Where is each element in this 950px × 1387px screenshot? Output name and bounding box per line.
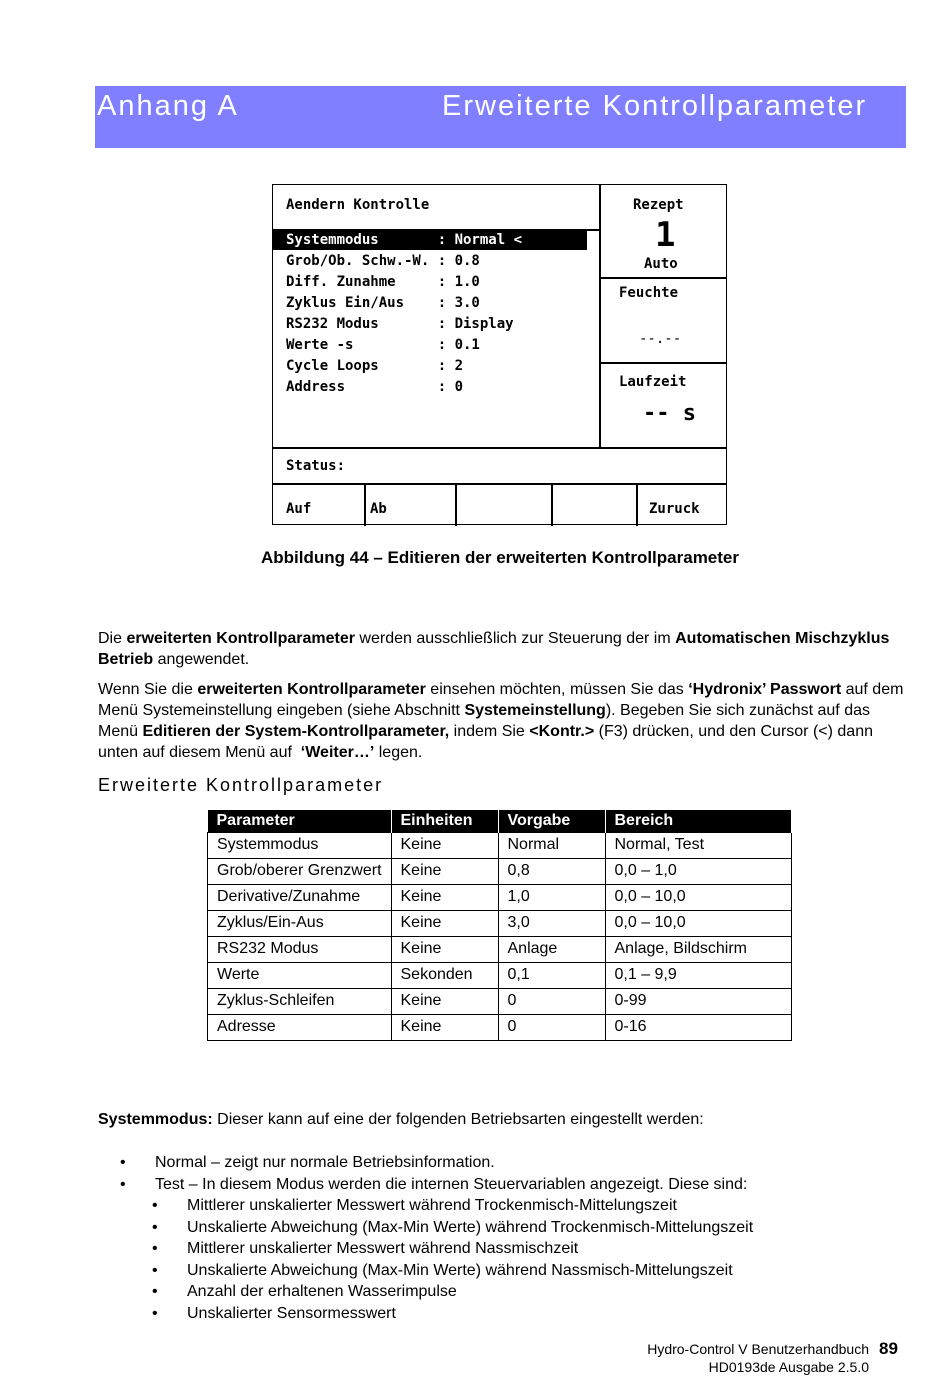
table-cell: Normal (498, 833, 605, 859)
screen-row[interactable]: Address : 0 (286, 379, 464, 395)
header-appendix-label: Anhang A (97, 90, 239, 122)
table-cell: Anlage, Bildschirm (605, 937, 792, 963)
table-row (208, 911, 792, 937)
table-row (208, 963, 792, 989)
screen-feuchte-divider (599, 362, 727, 364)
softkey-ab[interactable]: Ab (370, 501, 387, 517)
table-cell: 0 (498, 1015, 605, 1041)
table-cell: Systemmodus (208, 833, 392, 859)
list-item: • Mittlerer unskalierter Messwert während Nassmischzeit (152, 1240, 579, 1257)
table-cell: Keine (391, 911, 498, 937)
table-row (208, 859, 792, 885)
table-header: Vorgabe (498, 810, 605, 833)
table-cell: Sekonden (391, 963, 498, 989)
page-number: 89 (879, 1339, 898, 1358)
feuchte-label: Feuchte (619, 285, 679, 301)
screen-status-divider (273, 447, 727, 449)
screen-row[interactable]: Werte -s : 0.1 (286, 337, 480, 353)
screen-rezept-divider (599, 277, 727, 279)
table-cell: Adresse (208, 1015, 392, 1041)
list-item: • Unskalierte Abweichung (Max-Min Werte) während Nassmisch-Mittelungszeit (152, 1261, 733, 1279)
header-section-title: Erweiterte Kontrollparameter (442, 90, 868, 122)
table-cell: Normal, Test (605, 833, 792, 859)
table-row (208, 1015, 792, 1041)
rezept-mode: Auto (644, 256, 678, 272)
list-item: • Anzahl der erhaltenen Wasserimpulse (152, 1283, 457, 1300)
softkey-separator (364, 483, 366, 526)
list-item: • Test – In diesem Modus werden die internen Steuervariablen angezeigt. Diese sind: (120, 1175, 748, 1193)
table-cell: Werte (208, 963, 392, 989)
table-cell: Grob/oberer Grenzwert (208, 859, 392, 885)
laufzeit-label: Laufzeit (619, 374, 687, 390)
softkey-separator (455, 483, 457, 526)
screen-row[interactable]: RS232 Modus : Display (286, 316, 514, 332)
softkey-separator (551, 483, 553, 526)
table-cell: Zyklus/Ein-Aus (208, 911, 392, 937)
table-cell: 0,8 (498, 859, 605, 885)
table-cell: 3,0 (498, 911, 605, 937)
screen-row[interactable]: Zyklus Ein/Aus : 3.0 (286, 295, 480, 311)
instruction-paragraph: Wenn Sie die erweiterten Kontrollparameter einsehen möchten, müssen Sie das ‘Hydronix’ Passwort auf dem Menü Systemeinstellung eingeben (siehe Abschnitt Systemeinstellung). Begeben Sie sich zunächst auf das Menü Editieren der System-Kontrollparameter, indem Sie <Kontr.> (F3) drücken, und den Cursor (<) dann unten auf diesem Menü auf ‘Weiter…’ legen. (98, 681, 904, 761)
table-cell: Zyklus-Schleifen (208, 989, 392, 1015)
table-cell: 0 (498, 989, 605, 1015)
list-item: • Unskalierte Abweichung (Max-Min Werte) während Trockenmisch-Mittelungszeit (152, 1218, 754, 1236)
table-cell: Keine (391, 1015, 498, 1041)
table-row (208, 937, 792, 963)
section-title: Erweiterte Kontrollparameter (98, 775, 384, 795)
softkey-zuruck[interactable]: Zuruck (649, 501, 700, 517)
screen-vertical-divider (599, 185, 601, 447)
systemmodus-text: Dieser kann auf eine der folgenden Betriebsarten eingestellt werden: (212, 1111, 704, 1128)
feuchte-value: --.-- (639, 331, 682, 347)
table-cell: 0,0 – 10,0 (605, 911, 792, 937)
table-header-row (208, 810, 792, 833)
table-cell: 0-99 (605, 989, 792, 1015)
list-item: • Mittlerer unskalierter Messwert während Trockenmisch-Mittelungszeit (152, 1197, 677, 1214)
table-cell: Keine (391, 859, 498, 885)
figure-caption: Abbildung 44 – Editieren der erweiterten Kontrollparameter (261, 548, 739, 567)
rezept-value: 1 (655, 215, 676, 255)
table-cell: Derivative/Zunahme (208, 885, 392, 911)
screen-row[interactable]: Grob/Ob. Schw.-W. : 0.8 (286, 253, 480, 269)
footer-edition: HD0193de Ausgabe 2.5.0 (708, 1359, 869, 1375)
table-cell: 0,0 – 1,0 (605, 859, 792, 885)
list-item: • Unskalierter Sensormesswert (152, 1304, 396, 1322)
laufzeit-value: -- s (643, 401, 696, 426)
table-cell: Keine (391, 989, 498, 1015)
table-cell: RS232 Modus (208, 937, 392, 963)
lcd-screen-figure (272, 184, 727, 525)
table-row (208, 989, 792, 1015)
table-cell: Anlage (498, 937, 605, 963)
systemmodus-paragraph (98, 1109, 908, 1130)
softkey-auf[interactable]: Auf (286, 501, 312, 517)
intro-paragraph: Die erweiterten Kontrollparameter werden ausschließlich zur Steuerung der im Automatischen Mischzyklus Betrieb angewendet. (98, 630, 890, 668)
table-cell: 1,0 (498, 885, 605, 911)
table-cell: 0,1 (498, 963, 605, 989)
table-cell: 0-16 (605, 1015, 792, 1041)
table-header: Parameter (208, 810, 392, 833)
screen-row-selected[interactable]: Systemmodus : Normal < (273, 230, 587, 250)
systemmodus-label: Systemmodus: (98, 1111, 213, 1128)
table-cell: 0,0 – 10,0 (605, 885, 792, 911)
screen-title: Aendern Kontrolle (286, 197, 430, 213)
table-header: Einheiten (391, 810, 498, 833)
screen-row[interactable]: Cycle Loops : 2 (286, 358, 464, 374)
table-cell: Keine (391, 885, 498, 911)
status-label: Status: (286, 458, 346, 474)
table-row (208, 885, 792, 911)
table-row (208, 833, 792, 859)
screen-row[interactable]: Diff. Zunahme : 1.0 (286, 274, 480, 290)
rezept-label: Rezept (633, 197, 684, 213)
table-cell: Keine (391, 937, 498, 963)
parameter-table (207, 810, 792, 1041)
softkey-separator (636, 483, 638, 526)
list-item: • Normal – zeigt nur normale Betriebsinformation. (120, 1154, 495, 1171)
table-cell: Keine (391, 833, 498, 859)
table-header: Bereich (605, 810, 792, 833)
footer-manual-title: Hydro-Control V Benutzerhandbuch (647, 1341, 869, 1357)
screen-softkey-divider (273, 483, 727, 485)
bullet-list (120, 1152, 753, 1324)
table-cell: 0,1 – 9,9 (605, 963, 792, 989)
